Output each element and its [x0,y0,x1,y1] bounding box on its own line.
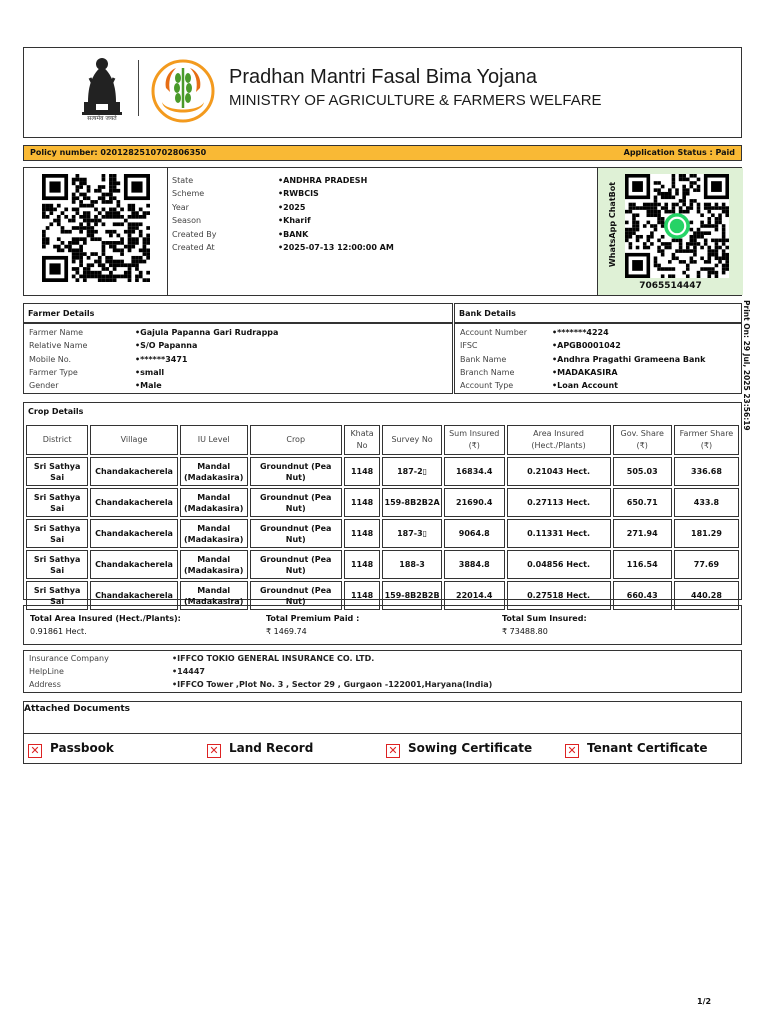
application-status-group [624,148,735,157]
cell-farmer-share: 77.69 [674,550,739,579]
total-premium-label: Total Premium Paid : [266,614,360,623]
field-label: Insurance Company [29,654,109,663]
cell-district: Sri Sathya Sai [26,488,88,517]
field-label: Account Type [460,381,514,391]
document-header [23,47,742,138]
emblem-motto: सत्यमेव जयते [87,115,117,122]
cell-district: Sri Sathya Sai [26,550,88,579]
cell-survey-no: 187-2▯ [382,457,442,486]
total-sum-label: Total Sum Insured: [502,614,587,623]
cell-khata-no: 1148 [344,488,380,517]
whatsapp-qr-code [625,174,729,278]
cell-area-insured: 0.04856 Hect. [507,550,611,579]
cell-iu-level: Mandal (Madakasira) [180,519,248,548]
info-label: State [172,176,194,185]
info-value: • Kharif [278,216,311,225]
cell-iu-level: Mandal (Madakasira) [180,457,248,486]
field-label: Relative Name [29,341,88,351]
info-label: Created At [172,242,215,252]
total-premium [266,614,359,636]
info-value: • 2025 [278,203,305,212]
document-label: Passbook [50,741,114,755]
total-sum-insured [502,614,587,636]
cell-village: Chandakacherela [90,550,178,579]
cell-village: Chandakacherela [90,581,178,610]
col-crop: Crop [250,425,342,455]
cell-crop: Groundnut (Pea Nut) [250,488,342,517]
table-row [26,519,739,548]
policy-number-group [30,148,206,157]
cell-gov-share: 505.03 [613,457,672,486]
cell-khata-no: 1148 [344,457,380,486]
print-timestamp: Print On: 29 Jul, 2025 23:56:19 [742,300,751,431]
col-gov-share: Gov. Share (₹) [613,425,672,455]
field-label: HelpLine [29,667,64,676]
col-farmer-share: Farmer Share (₹) [674,425,739,455]
cell-survey-no: 188-3 [382,550,442,579]
crop-details [23,402,742,606]
field-label: Farmer Type [29,367,78,377]
cell-sum-insured: 22014.4 [444,581,505,610]
cell-iu-level: Mandal (Madakasira) [180,581,248,610]
cell-area-insured: 0.27518 Hect. [507,581,611,610]
info-label: Scheme [172,189,205,199]
cell-village: Chandakacherela [90,457,178,486]
policy-info-section [23,167,742,296]
total-premium-value: ₹ 1469.74 [266,627,307,636]
field-value: • IFFCO TOKIO GENERAL INSURANCE CO. LTD. [172,654,374,663]
application-status-label: Application Status : [623,148,713,157]
total-area-label: Total Area Insured (Hect./Plants): [30,614,181,623]
document-label: Sowing Certificate [408,741,533,755]
document-tenant-certificate[interactable] [565,741,708,758]
field-value: • S/O Papanna [135,341,197,350]
cell-gov-share: 271.94 [613,519,672,548]
header-divider [138,60,139,116]
col-area-insured: Area Insured (Hect./Plants) [507,425,611,455]
field-value: • small [135,368,164,377]
info-label: Year [172,202,189,212]
policy-bar [23,145,742,161]
cell-crop: Groundnut (Pea Nut) [250,457,342,486]
crop-table [24,423,741,612]
cell-farmer-share: 440.28 [674,581,739,610]
info-value: • RWBCIS [278,189,319,198]
field-label: Farmer Name [29,328,84,337]
field-label: Mobile No. [29,354,72,364]
whatsapp-chatbot-cell [597,168,743,295]
document-label: Tenant Certificate [587,741,708,755]
cell-khata-no: 1148 [344,519,380,548]
missing-x-icon: ✕ [28,744,42,758]
cell-iu-level: Mandal (Madakasira) [180,550,248,579]
field-label: IFSC [460,341,478,351]
col-district: District [26,425,88,455]
cell-gov-share: 116.54 [613,550,672,579]
field-value: • Loan Account [552,381,618,390]
col-sum-insured: Sum Insured (₹) [444,425,505,455]
bank-details-header: Bank Details [454,303,742,323]
missing-x-icon: ✕ [565,744,579,758]
cell-village: Chandakacherela [90,519,178,548]
scheme-title: Pradhan Mantri Fasal Bima Yojana [229,66,537,88]
total-sum-value: ₹ 73488.80 [502,627,548,636]
document-passbook[interactable] [28,741,114,758]
cell-area-insured: 0.11331 Hect. [507,519,611,548]
cell-sum-insured: 21690.4 [444,488,505,517]
info-label: Created By [172,229,217,239]
totals-section [23,605,742,645]
cell-village: Chandakacherela [90,488,178,517]
cell-area-insured: 0.27113 Hect. [507,488,611,517]
attached-documents-title: Attached Documents [24,704,131,714]
cell-crop: Groundnut (Pea Nut) [250,581,342,610]
document-label: Land Record [229,741,314,755]
policy-number-label: Policy number: [30,148,98,157]
attached-documents-list [23,733,742,764]
attached-documents-header [23,701,742,734]
application-status-value: Paid [715,148,735,157]
cell-crop: Groundnut (Pea Nut) [250,519,342,548]
col-iu-level: IU Level [180,425,248,455]
crop-table-header [26,425,739,455]
cell-crop: Groundnut (Pea Nut) [250,550,342,579]
missing-x-icon: ✕ [386,744,400,758]
field-value: • *******4224 [552,328,609,337]
cell-sum-insured: 3884.8 [444,550,505,579]
table-row [26,488,739,517]
cell-iu-level: Mandal (Madakasira) [180,488,248,517]
cell-farmer-share: 336.68 [674,457,739,486]
bank-details [454,323,742,394]
policy-qr-code [42,174,150,282]
policy-qr-cell [24,168,168,295]
info-value: • 2025-07-13 12:00:00 AM [278,243,394,252]
field-value: • Gajula Papanna Gari Rudrappa [135,328,278,337]
cell-district: Sri Sathya Sai [26,581,88,610]
crop-table-body [26,457,739,610]
whatsapp-chatbot-label: WhatsApp ChatBot [608,181,618,268]
total-area [30,614,181,636]
table-row [26,550,739,579]
field-value: • 14447 [172,667,205,676]
cell-area-insured: 0.21043 Hect. [507,457,611,486]
ministry-subtitle: MINISTRY OF AGRICULTURE & FARMERS WELFARE [229,92,602,109]
col-khata-no: Khata No [344,425,380,455]
cell-sum-insured: 9064.8 [444,519,505,548]
cell-khata-no: 1148 [344,550,380,579]
farmer-details [23,323,453,394]
pmfby-logo-icon [150,58,216,124]
field-label: Branch Name [460,367,515,377]
farmer-details-header: Farmer Details [23,303,453,323]
policy-number: 0201282510702806350 [100,148,207,157]
cell-district: Sri Sathya Sai [26,457,88,486]
document-sowing-certificate[interactable] [386,741,532,758]
crop-details-title: Crop Details [28,407,84,416]
col-village: Village [90,425,178,455]
cell-survey-no: 159-8B2B2A [382,488,442,517]
field-value: • APGB0001042 [552,341,621,350]
field-value: • Male [135,381,162,390]
field-value: • Andhra Pragathi Grameena Bank [552,355,705,364]
whatsapp-phone: 7065514447 [639,281,702,291]
cell-survey-no: 187-3▯ [382,519,442,548]
insurance-company-section [23,650,742,693]
cell-farmer-share: 181.29 [674,519,739,548]
field-value: • MADAKASIRA [552,368,618,377]
col-survey-no: Survey No [382,425,442,455]
cell-farmer-share: 433.8 [674,488,739,517]
field-label: Bank Name [460,354,507,364]
info-value: • ANDHRA PRADESH [278,176,367,185]
document-land-record[interactable] [207,741,313,758]
cell-sum-insured: 16834.4 [444,457,505,486]
field-value: • IFFCO Tower ,Plot No. 3 , Sector 29 , Gurgaon -122001,Haryana(India) [172,680,492,689]
page-number: 1/2 [697,997,712,1006]
field-label: Address [29,680,61,689]
table-row [26,457,739,486]
missing-x-icon: ✕ [207,744,221,758]
total-area-value: 0.91861 Hect. [30,627,87,636]
cell-gov-share: 650.71 [613,488,672,517]
cell-district: Sri Sathya Sai [26,519,88,548]
field-value: • ******3471 [135,355,188,364]
field-label: Account Number [460,328,527,337]
info-value: • BANK [278,230,308,239]
info-label: Season [172,216,202,226]
field-label: Gender [29,381,59,391]
cell-survey-no: 159-8B2B2B [382,581,442,610]
cell-khata-no: 1148 [344,581,380,610]
cell-gov-share: 660.43 [613,581,672,610]
